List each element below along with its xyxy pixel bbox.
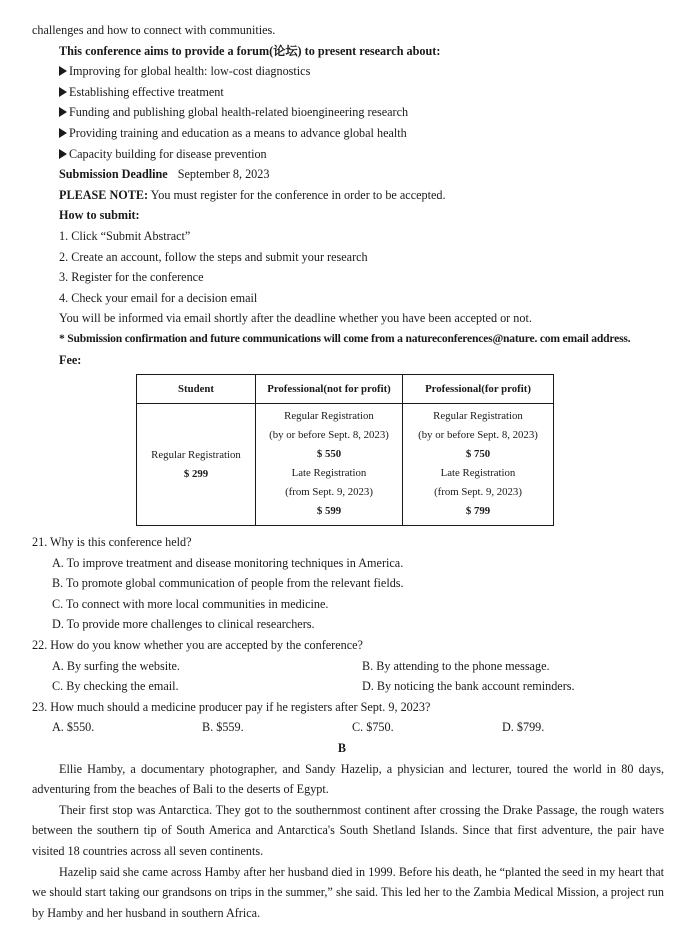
- question-stem: 22. How do you know whether you are accepted by the conference?: [32, 638, 363, 653]
- list-item: Funding and publishing global health-related bioengineering research: [32, 102, 672, 123]
- student-price: $ 299: [183, 467, 209, 480]
- question-21: [32, 532, 672, 635]
- paragraph: Ellie Hamby, a documentary photographer, and Sandy Hazelip, a physician and lecturer, toured the world in 80 days, adventuring from the beaches of Bali to the deserts of Egypt.: [32, 761, 664, 797]
- option-c: C. By checking the email.: [52, 679, 179, 694]
- option-c: C. To connect with more local communities in medicine.: [52, 596, 329, 611]
- bullet-list: [32, 61, 672, 164]
- option-a: A. To improve treatment and disease monitoring techniques in America.: [52, 555, 404, 570]
- forprofit-late-date: (from Sept. 9, 2023): [434, 486, 522, 499]
- option-d: D. $799.: [502, 720, 545, 735]
- steps-list: [32, 226, 672, 308]
- paragraph: Hazelip said she came across Hamby after her husband died in 1999. Before his death, he “planted the seed in my heart that we should start taking our grandsons on trips in the summer,” she said. This led her to the Zambia Medical Mission, a project run by Hamby and her husband in southern Africa.: [32, 864, 664, 920]
- list-item: 2. Create an account, follow the steps and submit your research: [59, 249, 368, 264]
- triangle-bullet-icon: [59, 66, 67, 76]
- nonprofit-late-price: $ 599: [316, 505, 342, 518]
- question-stem: 23. How much should a medicine producer pay if he registers after Sept. 9, 2023?: [32, 699, 431, 714]
- option-b: B. To promote global communication of people from the relevant fields.: [52, 576, 404, 591]
- list-item: Providing training and education as a means to advance global health: [32, 123, 672, 144]
- nonprofit-late-label: Late Registration: [291, 467, 367, 480]
- nonprofit-regular-date: (by or before Sept. 8, 2023): [269, 429, 389, 442]
- forprofit-regular-price: $ 750: [465, 448, 491, 461]
- nonprofit-regular-label: Regular Registration: [284, 410, 374, 423]
- question-23: [32, 697, 672, 738]
- header-forprofit: Professional(for profit): [403, 375, 554, 404]
- deadline-value: September 8, 2023: [177, 167, 270, 182]
- note-row: [32, 185, 672, 206]
- cell-forprofit: [403, 404, 554, 526]
- header-student: Student: [137, 375, 256, 404]
- option-b: B. $559.: [202, 720, 244, 735]
- triangle-bullet-icon: [59, 107, 67, 117]
- top-line: challenges and how to connect with communities.: [32, 23, 276, 37]
- list-item: 4. Check your email for a decision email: [59, 290, 258, 305]
- triangle-bullet-icon: [59, 128, 67, 138]
- table-row: [137, 404, 554, 526]
- options-row: [32, 676, 672, 697]
- cell-student: [137, 404, 256, 526]
- option-a: A. By surfing the website.: [52, 658, 180, 673]
- forprofit-regular-date: (by or before Sept. 8, 2023): [418, 429, 538, 442]
- table-header-row: [137, 375, 554, 404]
- deadline-row: [32, 164, 672, 185]
- nonprofit-late-date: (from Sept. 9, 2023): [285, 486, 373, 499]
- option-b: B. By attending to the phone message.: [362, 658, 550, 673]
- option-c: C. $750.: [352, 720, 394, 735]
- list-item: 1. Click “Submit Abstract”: [59, 228, 191, 243]
- list-item: Improving for global health: low-cost diagnostics: [32, 61, 672, 82]
- fee-table: [136, 374, 554, 526]
- forprofit-late-price: $ 799: [465, 505, 491, 518]
- options-row: [32, 717, 672, 738]
- forprofit-late-label: Late Registration: [440, 467, 516, 480]
- list-item: Capacity building for disease prevention: [32, 144, 672, 165]
- confirm-text: * Submission confirmation and future communications will come from a natureconferences@nature. com email address.: [59, 331, 631, 345]
- inform-text: You will be informed via email shortly after the deadline whether you have been accepted or not.: [59, 311, 532, 326]
- option-d: D. By noticing the bank account reminders.: [362, 679, 575, 694]
- deadline-label: Submission Deadline: [59, 167, 168, 182]
- question-22: [32, 635, 672, 697]
- paragraph: Their first stop was Antarctica. They got to the southernmost continent after crossing the Drake Passage, the rough waters between the southern tip of South America and Antarctica's South Shetland Islands. Since that first adventure, the pair have visited 18 countries across all seven continents.: [32, 802, 664, 858]
- fee-label: Fee:: [59, 352, 82, 367]
- triangle-bullet-icon: [59, 87, 67, 97]
- list-item: 3. Register for the conference: [59, 270, 204, 285]
- aim-heading: This conference aims to provide a forum(论坛) to present research about:: [59, 43, 441, 58]
- section-b-heading: B: [337, 741, 347, 756]
- list-item: Establishing effective treatment: [32, 82, 672, 103]
- options-row: [32, 656, 672, 677]
- note-text: You must register for the conference in order to be accepted.: [150, 187, 446, 202]
- note-label: PLEASE NOTE:: [59, 187, 149, 202]
- question-stem: 21. Why is this conference held?: [32, 535, 192, 550]
- cell-nonprofit: [256, 404, 403, 526]
- triangle-bullet-icon: [59, 149, 67, 159]
- student-label: Regular Registration: [151, 448, 241, 461]
- option-a: A. $550.: [52, 720, 95, 735]
- forprofit-regular-label: Regular Registration: [433, 410, 523, 423]
- submit-heading: How to submit:: [59, 208, 140, 223]
- header-nonprofit: Professional(not for profit): [256, 375, 403, 404]
- option-d: D. To provide more challenges to clinical researchers.: [52, 617, 315, 632]
- nonprofit-regular-price: $ 550: [316, 448, 342, 461]
